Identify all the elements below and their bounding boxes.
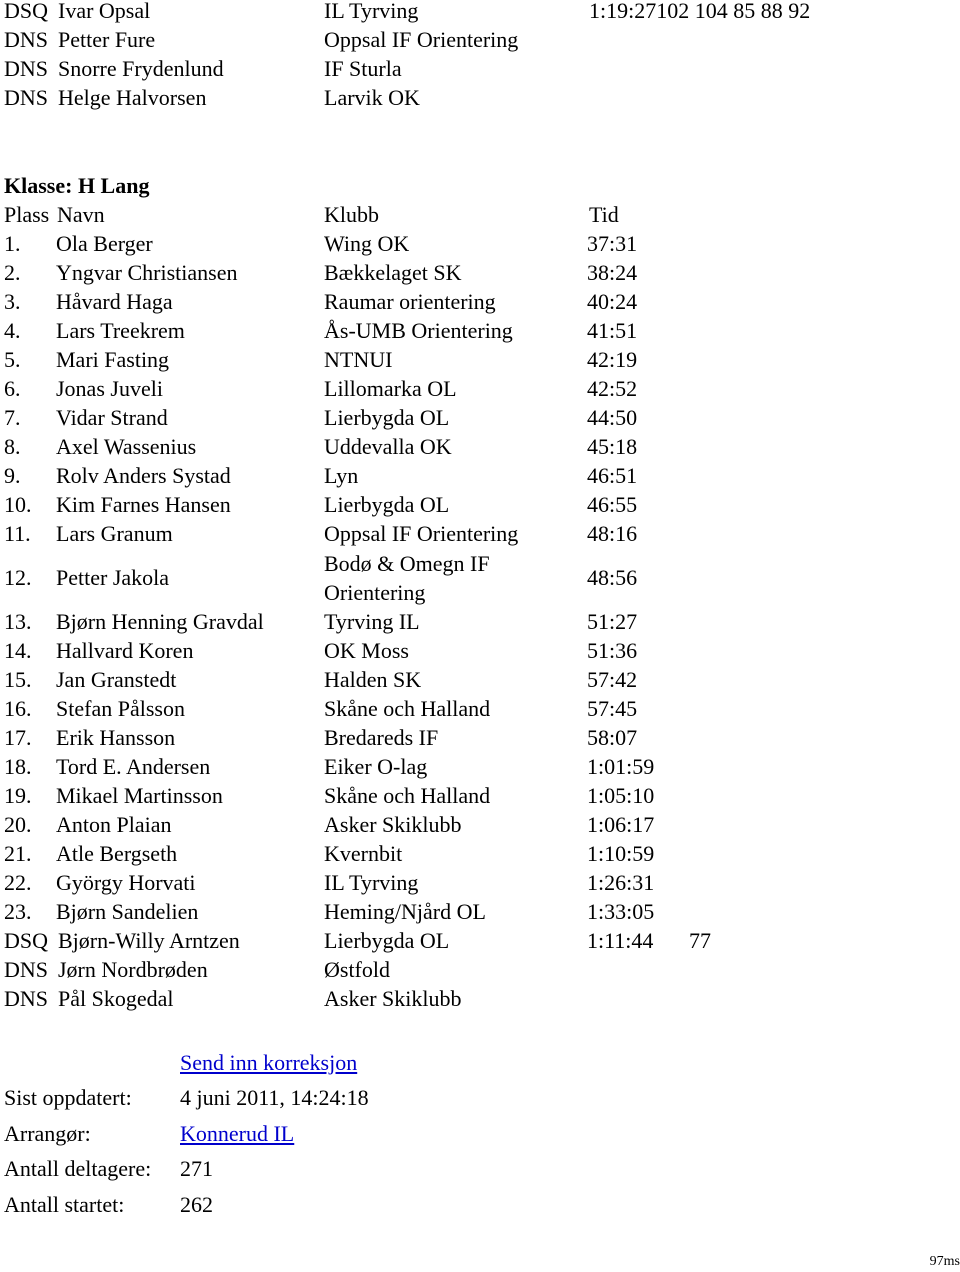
klubb-line-2: Orientering (324, 580, 426, 605)
klubb-line-1: Bodø & Omegn IF (324, 551, 490, 576)
plass-cell: 6. (4, 376, 21, 401)
navn-cell: Snorre Frydenlund (58, 56, 224, 81)
klubb-cell: Skåne och Halland (324, 783, 491, 808)
plass-cell: 8. (4, 434, 21, 459)
klubb-cell: Lyn (324, 463, 359, 488)
plass-cell: 10. (4, 492, 32, 517)
tid-cell: 48:56 (587, 565, 638, 590)
tid-cell: 48:16 (587, 521, 638, 546)
klubb-cell: Asker Skiklubb (324, 812, 462, 837)
klubb-cell: Lillomarka OL (324, 376, 457, 401)
tid-cell: 51:27 (587, 609, 638, 634)
klubb-cell: Heming/Njård OL (324, 899, 486, 924)
plass-cell: 5. (4, 347, 21, 372)
updated-value: 4 juni 2011, 14:24:18 (180, 1085, 369, 1110)
plass-cell: DSQ (4, 0, 49, 23)
participants-value: 271 (180, 1156, 213, 1181)
tid-cell: 1:10:59 (587, 841, 655, 866)
navn-cell: Lars Granum (56, 521, 173, 546)
tid-cell: 42:19 (587, 347, 638, 372)
tid-cell: 1:19:27102 104 85 88 92 (589, 0, 811, 23)
klubb-cell: Halden SK (324, 667, 422, 692)
tid-cell: 51:36 (587, 638, 638, 663)
klubb-cell (324, 549, 490, 607)
navn-cell: Bjørn Sandelien (56, 899, 199, 924)
klubb-cell: Lierbygda OL (324, 405, 450, 430)
plass-cell: 7. (4, 405, 21, 430)
navn-cell: Håvard Haga (56, 289, 173, 314)
split-cell: 77 (689, 928, 711, 953)
plass-cell: 13. (4, 609, 32, 634)
navn-cell: Rolv Anders Systad (56, 463, 231, 488)
send-correction-link[interactable]: Send inn korreksjon (180, 1050, 358, 1075)
klubb-cell: IF Sturla (324, 56, 402, 81)
tid-cell: 1:11:44 (587, 928, 654, 953)
klubb-cell: Tyrving IL (324, 609, 420, 634)
plass-cell: DNS (4, 986, 49, 1011)
klubb-cell: Uddevalla OK (324, 434, 452, 459)
plass-cell: DNS (4, 56, 49, 81)
navn-cell: Atle Bergseth (56, 841, 178, 866)
klubb-cell: Oppsal IF Orientering (324, 27, 519, 52)
klubb-cell: Lierbygda OL (324, 492, 450, 517)
tid-cell: 1:01:59 (587, 754, 655, 779)
plass-cell: 15. (4, 667, 32, 692)
class-heading: Klasse: H Lang (4, 173, 150, 198)
klubb-cell: Raumar orientering (324, 289, 496, 314)
klubb-cell: Larvik OK (324, 85, 420, 110)
tid-cell: 1:05:10 (587, 783, 655, 808)
klubb-cell: NTNUI (324, 347, 393, 372)
navn-cell: Ivar Opsal (58, 0, 151, 23)
navn-cell: Petter Jakola (56, 565, 170, 590)
plass-cell: 9. (4, 463, 21, 488)
klubb-cell: Eiker O-lag (324, 754, 428, 779)
klubb-cell: IL Tyrving (324, 0, 419, 23)
column-header-klubb: Klubb (324, 202, 379, 227)
klubb-cell: Asker Skiklubb (324, 986, 462, 1011)
plass-cell: DNS (4, 85, 49, 110)
tid-cell: 40:24 (587, 289, 638, 314)
navn-cell: Pål Skogedal (58, 986, 174, 1011)
plass-cell: 4. (4, 318, 21, 343)
plass-cell: 22. (4, 870, 32, 895)
plass-cell: 18. (4, 754, 32, 779)
column-header-navn: Navn (57, 202, 105, 227)
plass-cell: 19. (4, 783, 32, 808)
navn-cell: Kim Farnes Hansen (56, 492, 231, 517)
navn-cell: Petter Fure (58, 27, 156, 52)
plass-cell: 17. (4, 725, 32, 750)
navn-cell: Bjørn-Willy Arntzen (58, 928, 240, 953)
plass-cell: DNS (4, 957, 49, 982)
klubb-cell: Ås-UMB Orientering (324, 318, 513, 343)
klubb-cell: Lierbygda OL (324, 928, 450, 953)
tid-cell: 44:50 (587, 405, 638, 430)
participants-label: Antall deltagere: (4, 1156, 152, 1181)
navn-cell: Mari Fasting (56, 347, 170, 372)
plass-cell: DNS (4, 27, 49, 52)
navn-cell: Erik Hansson (56, 725, 176, 750)
tid-cell: 57:42 (587, 667, 638, 692)
plass-cell: 16. (4, 696, 32, 721)
navn-cell: Jørn Nordbrøden (58, 957, 208, 982)
render-time: 97ms (929, 1254, 960, 1269)
klubb-cell: Bækkelaget SK (324, 260, 462, 285)
tid-cell: 1:06:17 (587, 812, 655, 837)
navn-cell: Yngvar Christiansen (56, 260, 238, 285)
navn-cell: Axel Wassenius (56, 434, 197, 459)
updated-label: Sist oppdatert: (4, 1085, 132, 1110)
tid-cell: 41:51 (587, 318, 638, 343)
plass-cell: 3. (4, 289, 21, 314)
plass-cell: 20. (4, 812, 32, 837)
column-header-plass: Plass (4, 202, 50, 227)
klubb-cell: Østfold (324, 957, 390, 982)
tid-cell: 46:55 (587, 492, 638, 517)
plass-cell: 23. (4, 899, 32, 924)
navn-cell: Jonas Juveli (56, 376, 163, 401)
plass-cell: 14. (4, 638, 32, 663)
plass-cell: 2. (4, 260, 21, 285)
tid-cell: 1:26:31 (587, 870, 655, 895)
tid-cell: 38:24 (587, 260, 638, 285)
column-header-tid: Tid (589, 202, 619, 227)
navn-cell: Jan Granstedt (56, 667, 177, 692)
plass-cell: 12. (4, 565, 32, 590)
navn-cell: Lars Treekrem (56, 318, 185, 343)
navn-cell: Hallvard Koren (56, 638, 194, 663)
klubb-cell: OK Moss (324, 638, 409, 663)
tid-cell: 37:31 (587, 231, 638, 256)
navn-cell: Ola Berger (56, 231, 153, 256)
plass-cell: 1. (4, 231, 21, 256)
plass-cell: DSQ (4, 928, 49, 953)
navn-cell: Helge Halvorsen (58, 85, 207, 110)
navn-cell: György Horvati (56, 870, 196, 895)
organizer-link[interactable]: Konnerud IL (180, 1121, 295, 1146)
navn-cell: Mikael Martinsson (56, 783, 223, 808)
tid-cell: 42:52 (587, 376, 638, 401)
navn-cell: Tord E. Andersen (56, 754, 211, 779)
navn-cell: Stefan Pålsson (56, 696, 185, 721)
tid-cell: 57:45 (587, 696, 638, 721)
klubb-cell: IL Tyrving (324, 870, 419, 895)
navn-cell: Bjørn Henning Gravdal (56, 609, 264, 634)
plass-cell: 21. (4, 841, 32, 866)
tid-cell: 46:51 (587, 463, 638, 488)
started-label: Antall startet: (4, 1192, 125, 1217)
organizer-label: Arrangør: (4, 1121, 91, 1146)
klubb-cell: Skåne och Halland (324, 696, 491, 721)
klubb-cell: Oppsal IF Orientering (324, 521, 519, 546)
navn-cell: Vidar Strand (56, 405, 168, 430)
klubb-cell: Bredareds IF (324, 725, 439, 750)
klubb-cell: Kvernbit (324, 841, 403, 866)
tid-cell: 1:33:05 (587, 899, 655, 924)
navn-cell: Anton Plaian (56, 812, 172, 837)
started-value: 262 (180, 1192, 213, 1217)
plass-cell: 11. (4, 521, 31, 546)
tid-cell: 45:18 (587, 434, 638, 459)
klubb-cell: Wing OK (324, 231, 410, 256)
tid-cell: 58:07 (587, 725, 638, 750)
